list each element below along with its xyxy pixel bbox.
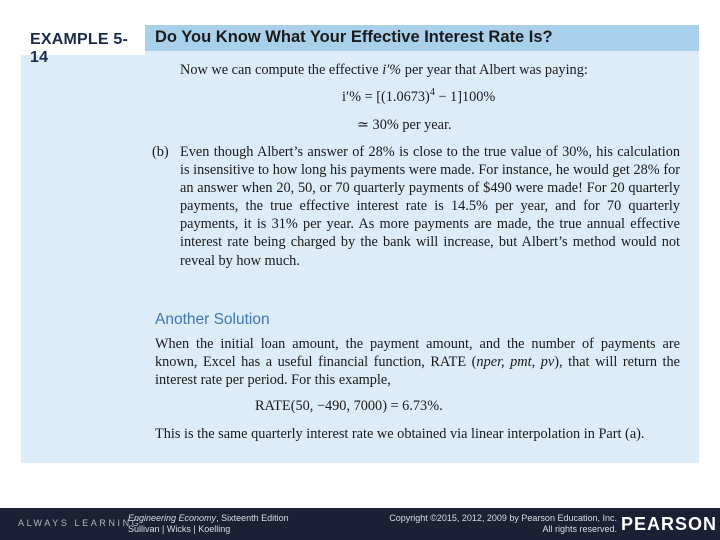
- book-title: Engineering Economy: [128, 513, 217, 523]
- book-authors: Sullivan | Wicks | Koelling: [128, 524, 231, 534]
- rate-arguments: nper, pmt, pv: [476, 354, 555, 371]
- part-b-marker: (b): [152, 144, 169, 160]
- another-solution-heading: Another Solution: [155, 311, 270, 328]
- book-info: [128, 513, 289, 535]
- intro-text-pre: Now we can compute the effective: [180, 62, 383, 78]
- copyright-info: [327, 513, 617, 535]
- paragraph-post: ), that will return the interest rate per period. For this example,: [155, 354, 680, 389]
- copyright-line: Copyright ©2015, 2012, 2009 by Pearson Education, Inc.: [389, 513, 617, 523]
- paragraph-pre: When the initial loan amount, the payment amount, and the number of payments are known, Excel has a useful financial function, RATE (: [155, 336, 680, 371]
- rate-equation: RATE(50, −490, 7000) = 6.73%.: [255, 398, 443, 414]
- always-learning-text: ALWAYS LEARNING: [18, 518, 142, 528]
- equation-effective-rate: [342, 89, 495, 106]
- book-title-line: [128, 513, 289, 524]
- book-edition: , Sixteenth Edition: [216, 513, 289, 523]
- intro-variable: i′%: [382, 62, 402, 78]
- example-label: EXAMPLE 5-14: [30, 31, 129, 66]
- intro-text: [180, 61, 680, 79]
- another-solution-paragraph: [155, 335, 680, 389]
- closing-text: This is the same quarterly interest rate we obtained via linear interpolation in Part (a).: [155, 426, 645, 442]
- example-label-box: [21, 25, 145, 66]
- pearson-logo: PEARSON: [621, 514, 718, 534]
- equation-result: ≃ 30% per year.: [357, 117, 452, 133]
- equation-exponent: 4: [429, 87, 435, 98]
- example-panel: [21, 25, 699, 463]
- intro-text-post: per year that Albert was paying:: [401, 62, 588, 78]
- part-b-text: Even though Albert’s answer of 28% is close to the true value of 30%, his calculation is insensitive to how long his payments were made. For instance, he would get 28% for an answer when 20, 50, or 70 quarterly payments of $490 were made! For 20 quarterly payments, the true effective interest rate is 14.5% per year, and for 70 quarterly payments, it is 31% per year. As more payments are made, the true annual effective interest rate being charged by the bank will increase, but Albert’s method would not reveal by how much.: [180, 144, 680, 269]
- equation-lhs: i′% = [(1.0673): [342, 89, 430, 105]
- equation-rhs: − 1]100%: [434, 89, 496, 105]
- footer-bar: [0, 508, 720, 540]
- example-title: Do You Know What Your Effective Interest Rate Is?: [155, 28, 553, 46]
- rights-line: All rights reserved.: [542, 524, 617, 534]
- example-title-bar: [145, 25, 699, 51]
